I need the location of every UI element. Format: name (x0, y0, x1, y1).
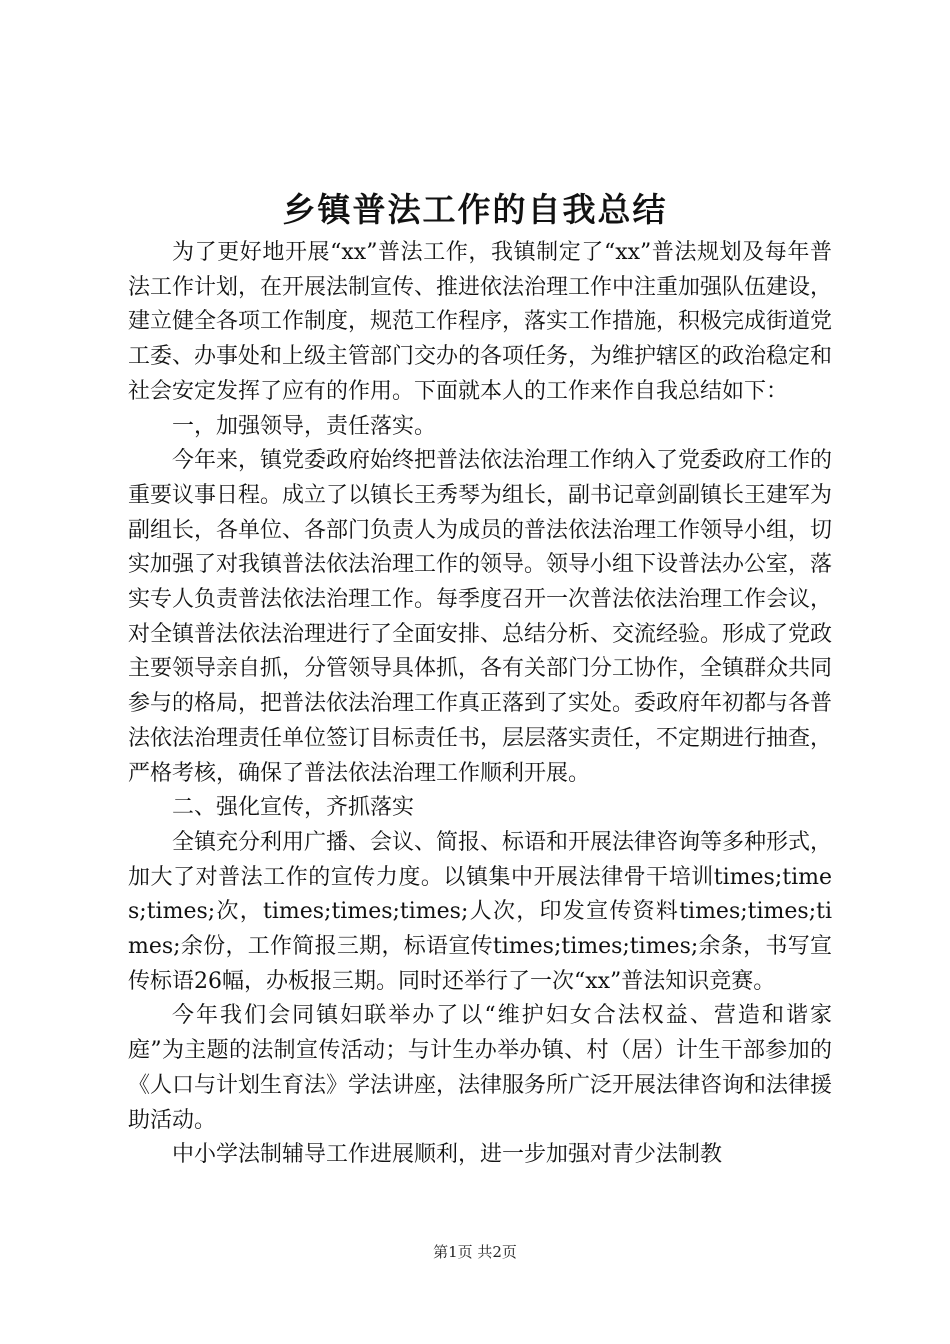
paragraph-activities: 今年我们会同镇妇联举办了以“维护妇女合法权益、营造和谐家庭”为主题的法制宣传活动；与计生办举办镇、村（居）计生干部参加的《人口与计划生育法》学法讲座，法律服务所广泛开展法律咨询和法律援助活动。 (128, 1003, 833, 1133)
paragraph-intro: 为了更好地开展“xx”普法工作，我镇制定了“xx”普法规划及每年普法工作计划，在开展法制宣传、推进依法治理工作中注重加强队伍建设，建立健全各项工作制度，规范工作程序，落实工作措施，积极完成街道党工委、办事处和上级主管部门交办的各项任务，为维护辖区的政治稳定和社会安定发挥了应有的作用。下面就本人的工作来作自我总结如下： (128, 240, 833, 404)
paragraph-schools: 中小学法制辅导工作进展顺利，进一步加强对青少法制教 (172, 1142, 723, 1168)
paragraph-publicity: 全镇充分利用广播、会议、简报、标语和开展法律咨询等多种形式，加大了对普法工作的宣传力度。以镇集中开展法律骨干培训times;times;times;次，times;times;times;人次，印发宣传资料times;times;times;余份，工作简报三期，标语宣传times;times;times;余条，书写宣传标语26幅，办板报三期。同时还举行了一次“xx”普法知识竞赛。 (128, 829, 833, 994)
section-heading-2: 二、强化宣传，齐抓落实 (172, 795, 415, 821)
paragraph-leadership: 今年来，镇党委政府始终把普法依法治理工作纳入了党委政府工作的重要议事日程。成立了以镇长王秀琴为组长，副书记章剑副镇长王建军为副组长，各单位、各部门负责人为成员的普法依法治理工作领导小组，切实加强了对我镇普法依法治理工作的领导。领导小组下设普法办公室，落实专人负责普法依法治理工作。每季度召开一次普法依法治理工作会议，对全镇普法依法治理进行了全面安排、总结分析、交流经验。形成了党政主要领导亲自抓，分管领导具体抓，各有关部门分工协作，全镇群众共同参与的格局，把普法依法治理工作真正落到了实处。委政府年初都与各普法依法治理责任单位签订目标责任书，层层落实责任，不定期进行抽查，严格考核，确保了普法依法治理工作顺利开展。 (128, 448, 833, 786)
document-title: 乡镇普法工作的自我总结 (282, 190, 668, 229)
page-number-footer: 第1页 共2页 (433, 1243, 517, 1261)
document-body (128, 236, 832, 1173)
section-heading-1: 一，加强领导，责任落实。 (172, 413, 437, 439)
